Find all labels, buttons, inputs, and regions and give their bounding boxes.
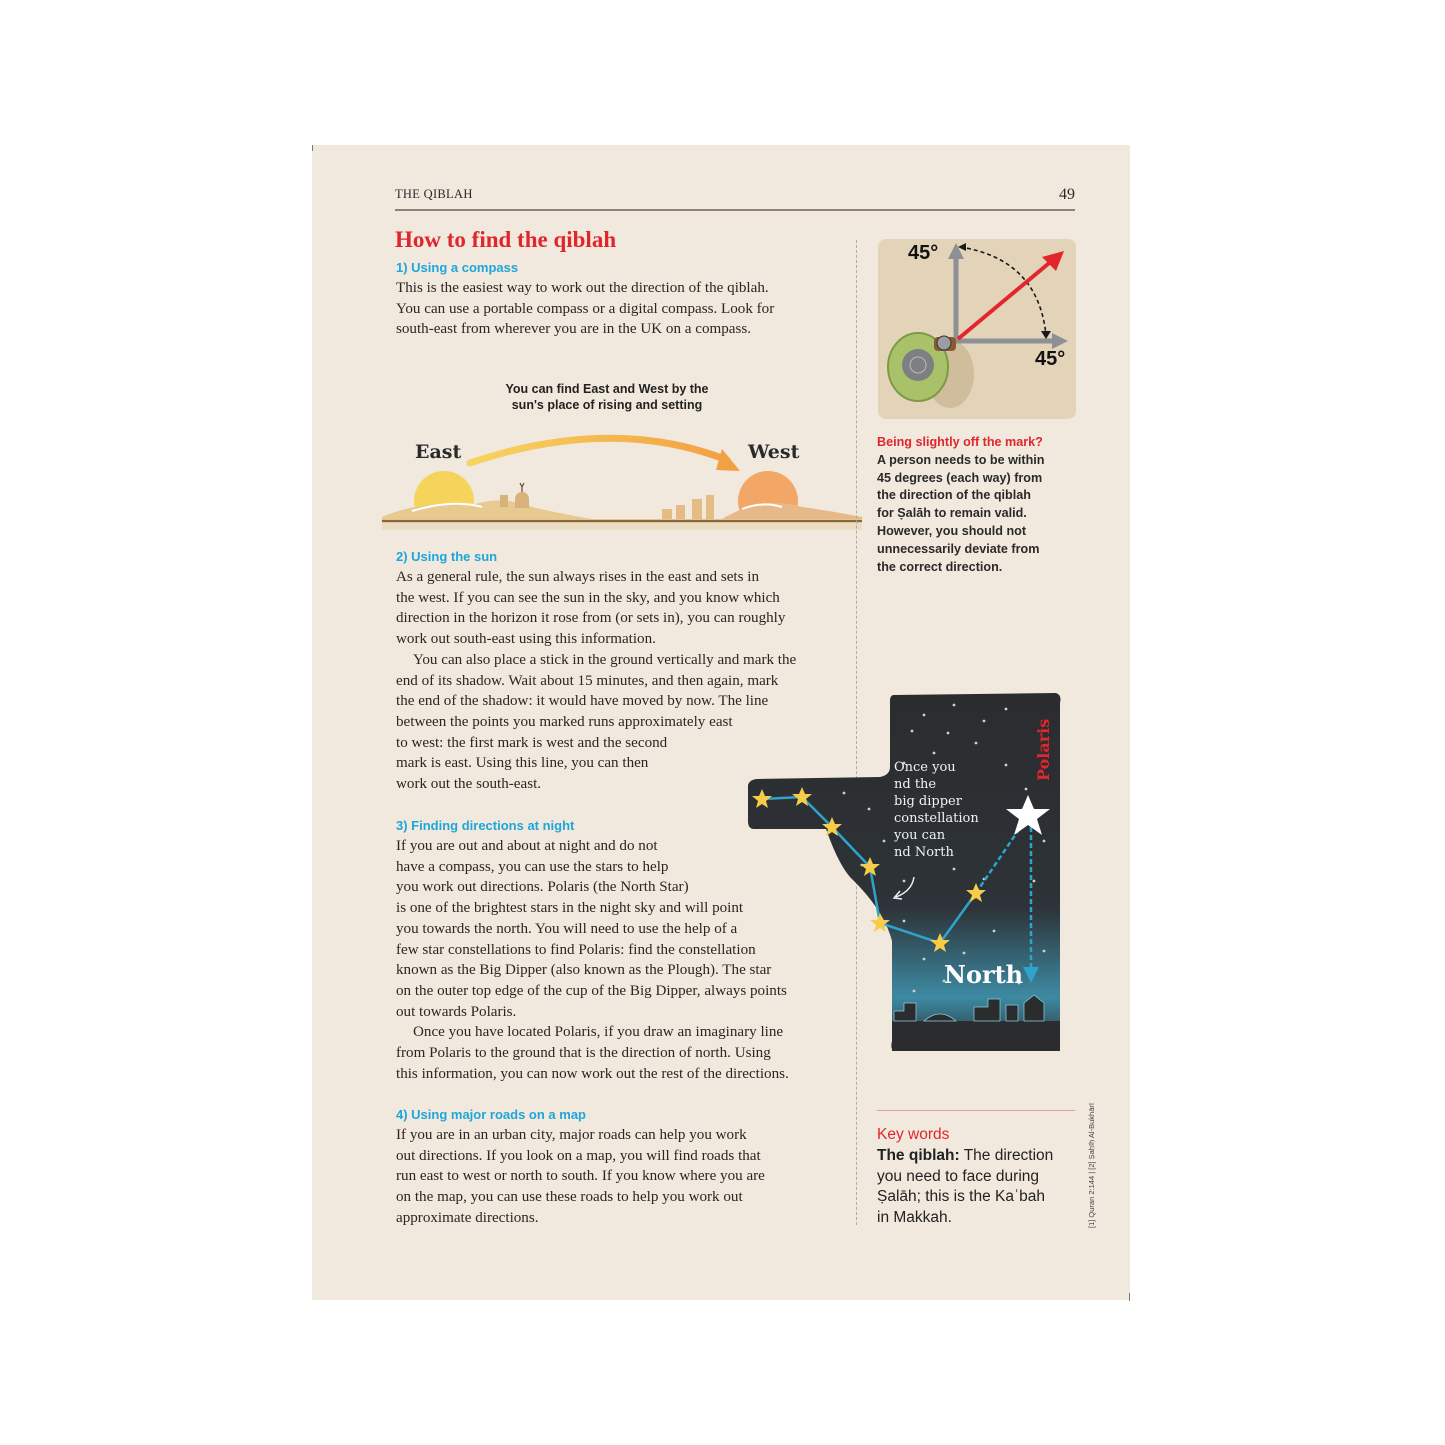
crop-mark-bottom-right	[1129, 1293, 1130, 1301]
sunrise-sunset-illustration	[382, 425, 862, 530]
west-label: West	[748, 441, 800, 463]
section-heading-night: 3) Finding directions at night	[396, 818, 575, 833]
sky-panel-shape	[748, 693, 1061, 1051]
section-heading-compass: 1) Using a compass	[396, 260, 519, 275]
running-head: THE QIBLAH	[395, 187, 473, 201]
sidebar-note: Being slightly off the mark? A person needs to be within 45 degrees (each way) from the direction of the qiblah for Ṣalāh to remain valid. However, you should not unnecessarily deviate from the correct direction.	[877, 434, 1077, 576]
key-words-definition: The qiblah: The direction you need to face during Ṣalāh; this is the Kaʿbah in Makkah.	[877, 1147, 1054, 1226]
section-body-compass: This is the easiest way to work out the direction of the qiblah. You can use a portable compass or a digital compass. Look for south-east from wherever you are in the UK on a compass.	[396, 280, 775, 338]
compass-angle-illustration	[878, 239, 1076, 419]
header-rule	[395, 209, 1075, 211]
north-label: North	[944, 960, 1024, 989]
sun-path-arrowhead	[716, 449, 740, 471]
crop-mark-top-left	[312, 145, 313, 151]
svg-text:big dipper: big dipper	[894, 794, 962, 809]
svg-text:you can: you can	[894, 828, 946, 843]
page-number: 49	[1059, 186, 1075, 203]
key-words-title: Key words	[877, 1126, 950, 1143]
section-body-night: If you are out and about at night and do not have a compass, you can use the stars to help you work out directions. Polaris (the North Star) is one of the brightest stars in the night sky and will point you towards the north. You will need to use the help of a few star constellations to find Polaris: find the constellation known as the Big Dipper (also known as the Plough). The star on the outer top edge of the cup of the Big Dipper, always points out towards Polaris. Once you have located Polaris, if you draw an imaginary line from Polaris to the ground that is the direction of north. Using this information, you can now work out the rest of the directions.	[396, 838, 789, 1082]
key-word-term: The qiblah:	[877, 1147, 960, 1164]
angle-label-top: 45°	[908, 242, 939, 264]
svg-text:nd North: nd North	[894, 845, 954, 860]
footnote-references: [1] Quran 2:144 | [2] Ṣaḥīḥ Al-Bukhārī	[1087, 1103, 1096, 1228]
section-body-sun: As a general rule, the sun always rises in the east and sets in the west. If you can see the sun in the sky, and you know which direction in the horizon it rose from (or sets in), you can roughly work out south-east using this information. You can also place a stick in the ground vertically and mark the end of its shadow. Wait about 15 minutes, and then again, mark the end of the shadow: it would have moved by now. The line between the points you marked runs approximately east to west: the first mark is west and the second mark is east. Using this line, you can then work out the south-east.	[396, 569, 797, 793]
key-words-rule	[877, 1110, 1075, 1111]
night-sky-illustration	[744, 691, 1062, 1053]
book-page	[312, 145, 1130, 1300]
svg-text:constellation: constellation	[894, 811, 979, 826]
sun-illustration-caption: You can find East and West by the sun's place of rising and setting	[505, 382, 709, 412]
section-heading-roads: 4) Using major roads on a map	[396, 1107, 586, 1122]
angle-label-right: 45°	[1035, 348, 1066, 370]
section-body-roads: If you are in an urban city, major roads can help you work out directions. If you look on a map, you will find roads that run east to west or north to south. If you know where you are on the map, you can use these roads to help you work out approximate directions.	[396, 1127, 765, 1226]
svg-text:Once you: Once you	[894, 760, 956, 775]
page-title: How to find the qiblah	[395, 227, 617, 252]
east-label: East	[415, 441, 462, 463]
svg-text:nd the: nd the	[894, 777, 937, 792]
polaris-label: Polaris	[1034, 718, 1053, 781]
section-heading-sun: 2) Using the sun	[396, 549, 498, 564]
sidebar-note-title: Being slightly off the mark?	[877, 435, 1043, 449]
sun-path-arrow	[470, 438, 727, 463]
